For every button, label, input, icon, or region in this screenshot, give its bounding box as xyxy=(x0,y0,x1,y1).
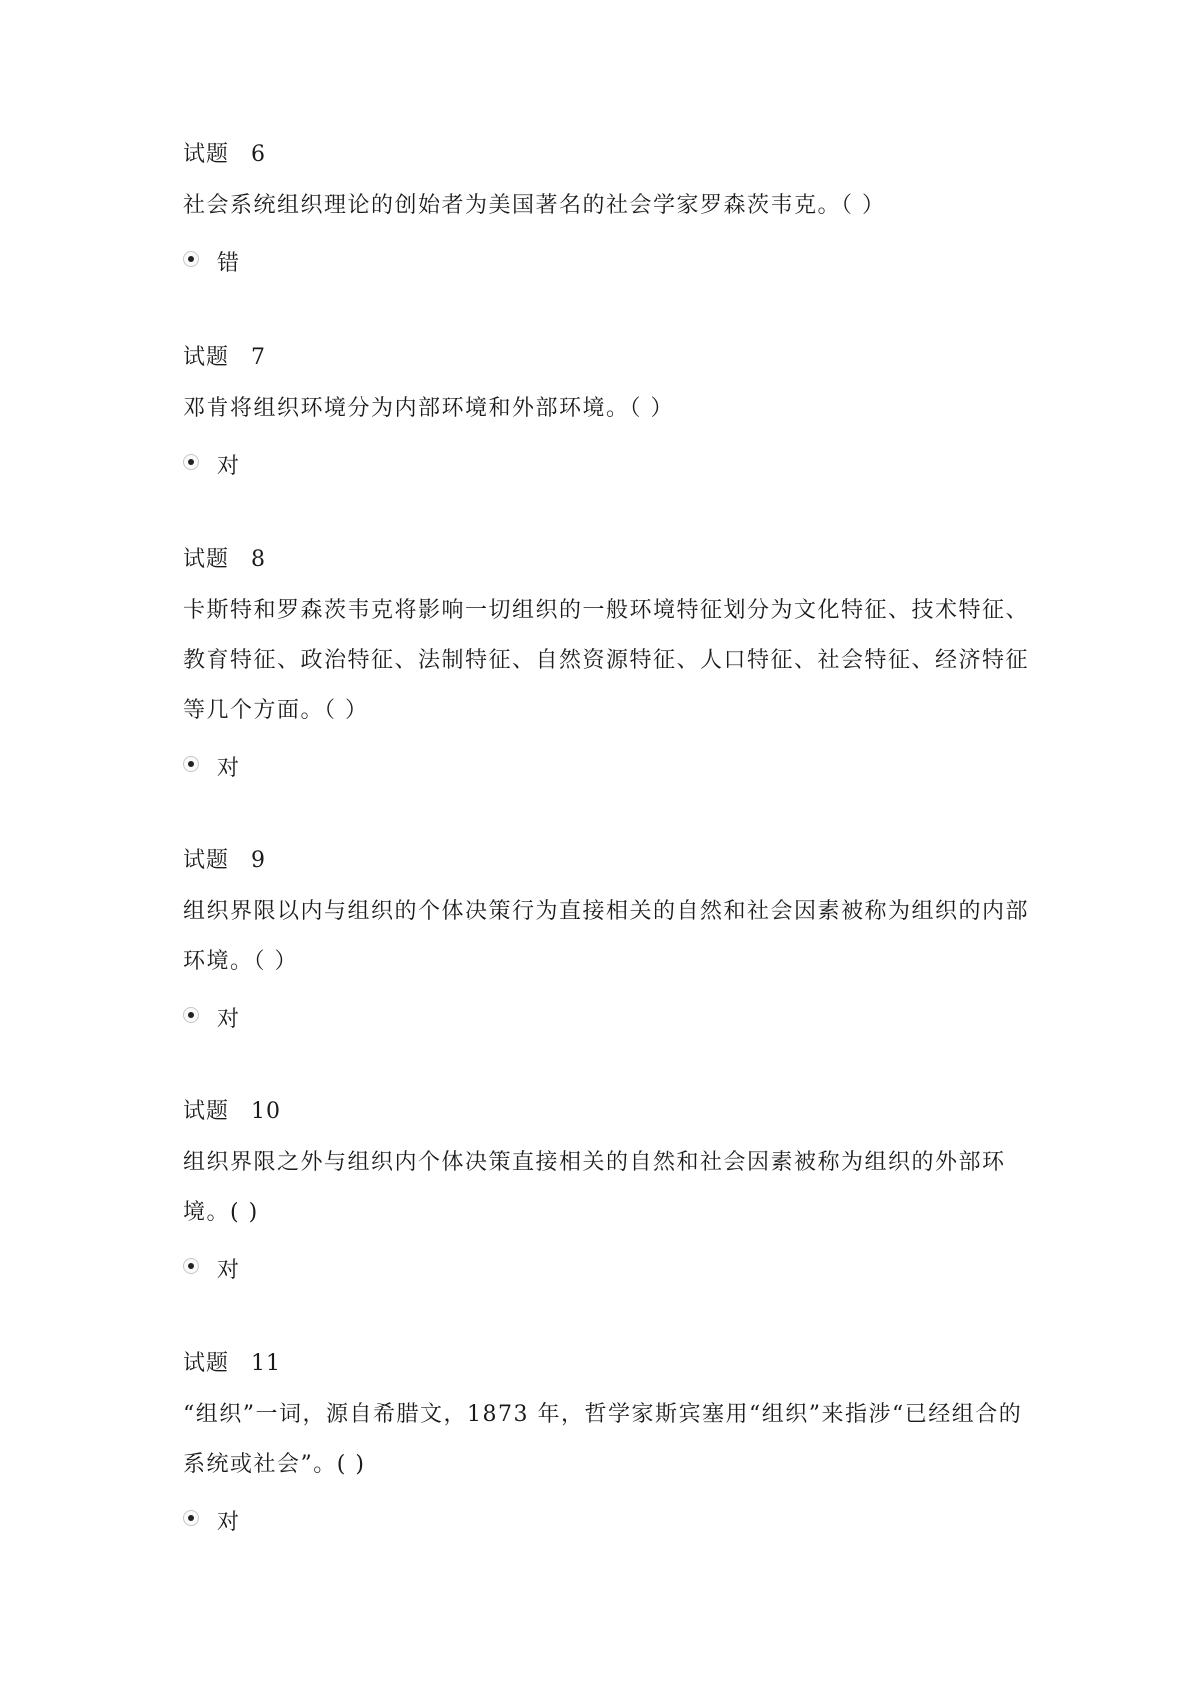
answer-label: 对 xyxy=(217,454,240,479)
question-title xyxy=(183,140,1043,170)
radio-selected-icon[interactable] xyxy=(183,1007,199,1023)
radio-selected-icon[interactable] xyxy=(183,454,199,470)
question-text: 卡斯特和罗森茨韦克将影响一切组织的一般环境特征划分为文化特征、技术特征、教育特征、政治特征、法制特征、自然资源特征、人口特征、社会特征、经济特征等几个方面。（ ） xyxy=(183,598,1030,723)
question-title xyxy=(183,1349,1043,1379)
question-title xyxy=(183,846,1043,876)
question-title xyxy=(183,343,1043,373)
question-text: 组织界限之外与组织内个体决策直接相关的自然和社会因素被称为组织的外部环境。( ) xyxy=(183,1150,1006,1225)
question-9 xyxy=(183,846,1043,1037)
answer-option[interactable] xyxy=(183,1003,1043,1037)
question-10 xyxy=(183,1097,1043,1288)
radio-selected-icon[interactable] xyxy=(183,1258,199,1274)
answer-option[interactable] xyxy=(183,1254,1043,1288)
answer-label: 对 xyxy=(217,756,240,781)
answer-option[interactable] xyxy=(183,450,1043,484)
question-label: 试题 xyxy=(183,142,230,167)
question-text: 社会系统组织理论的创始者为美国著名的社会学家罗森茨韦克。（ ） xyxy=(183,193,886,218)
answer-option[interactable] xyxy=(183,1506,1043,1540)
question-number: 7 xyxy=(251,345,267,370)
question-title xyxy=(183,1097,1043,1127)
answer-option[interactable] xyxy=(183,247,1043,281)
question-label: 试题 xyxy=(183,1099,230,1124)
answer-label: 对 xyxy=(217,1510,240,1535)
answer-label: 错 xyxy=(217,251,240,276)
question-text: 组织界限以内与组织的个体决策行为直接相关的自然和社会因素被称为组织的内部环境。（ ） xyxy=(183,899,1030,974)
question-label: 试题 xyxy=(183,1351,230,1376)
question-text: “组织”一词，源自希腊文，1873 年，哲学家斯宾塞用“组织”来指涉“已经组合的系统或社会”。( ) xyxy=(183,1402,1023,1477)
question-7 xyxy=(183,343,1043,484)
question-label: 试题 xyxy=(183,547,230,572)
question-number: 8 xyxy=(251,547,267,572)
question-6 xyxy=(183,140,1043,281)
question-title xyxy=(183,545,1043,575)
radio-selected-icon[interactable] xyxy=(183,1510,199,1526)
question-11 xyxy=(183,1349,1043,1540)
question-number: 9 xyxy=(251,848,267,873)
answer-label: 对 xyxy=(217,1258,240,1283)
question-label: 试题 xyxy=(183,345,230,370)
radio-selected-icon[interactable] xyxy=(183,756,199,772)
answer-option[interactable] xyxy=(183,752,1043,786)
question-number: 10 xyxy=(251,1099,282,1124)
question-8 xyxy=(183,545,1043,786)
question-number: 11 xyxy=(251,1351,282,1376)
question-label: 试题 xyxy=(183,848,230,873)
radio-selected-icon[interactable] xyxy=(183,251,199,267)
question-number: 6 xyxy=(251,142,267,167)
answer-label: 对 xyxy=(217,1007,240,1032)
question-text: 邓肯将组织环境分为内部环境和外部环境。（ ） xyxy=(183,396,674,421)
